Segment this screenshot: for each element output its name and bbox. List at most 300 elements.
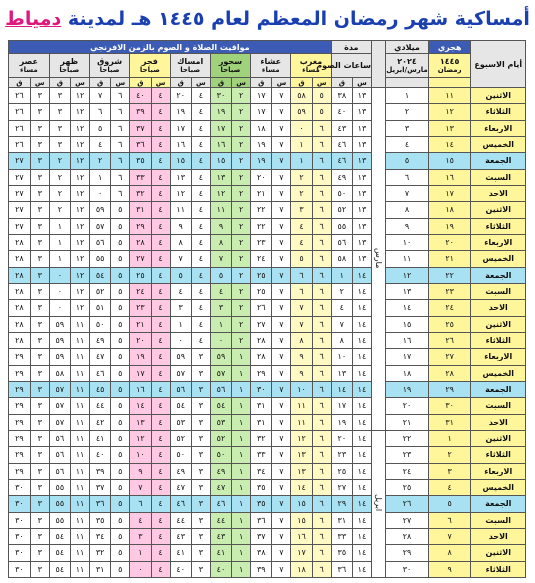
fajr-minute-cell: ٢٨ [130, 234, 151, 250]
suhoor-hour-cell: ٢ [232, 332, 251, 348]
duration-hour-cell: ١٣ [353, 153, 372, 169]
maghrib-minute-cell: ١٨ [291, 561, 312, 577]
sunrise-hour-cell: ٥ [111, 463, 130, 479]
gregorian-day-cell: ٥ [386, 153, 429, 169]
duration-minute-cell: ٨ [331, 332, 352, 348]
isha-hour-cell: ٧ [272, 267, 291, 283]
imsak-hour-cell: ٣ [191, 545, 210, 561]
asr-hour-cell: ٣ [30, 479, 49, 495]
sunrise-minute-cell: ٣٥ [89, 512, 110, 528]
sunrise-hour-cell: ٥ [111, 300, 130, 316]
title-city: دمياط [5, 8, 62, 30]
imsak-hour-cell: ٣ [191, 398, 210, 414]
imsak-minute-cell: ٥٢ [170, 430, 191, 446]
suhoor-minute-cell: ٤٧ [210, 479, 231, 495]
dhuhr-hour-cell: ١١ [71, 463, 90, 479]
dhuhr-minute-cell: ٥٨ [49, 365, 70, 381]
duration-minute-cell: ١٠ [331, 349, 352, 365]
imsak-minute-cell: ١ [170, 316, 191, 332]
minute-unit-label: ق [89, 78, 110, 88]
month-label-april [371, 430, 385, 577]
imsak-minute-cell: ٤٤ [170, 512, 191, 528]
minute-unit-label: ق [291, 78, 312, 88]
dhuhr-hour-cell: ١١ [71, 447, 90, 463]
table-row [9, 430, 526, 446]
gregorian-day-cell: ٧ [386, 185, 429, 201]
hijri-day-cell: ١٢ [428, 104, 471, 120]
imsak-minute-cell: ١٣ [170, 169, 191, 185]
suhoor-minute-cell: ١٥ [210, 153, 231, 169]
suhoor-hour-cell: ٢ [232, 251, 251, 267]
maghrib-hour-cell: ٦ [312, 185, 331, 201]
weekday-cell: الثلاثاء [471, 332, 526, 348]
imsak-hour-cell: ٤ [191, 300, 210, 316]
hijri-day-cell: ٣ [428, 463, 471, 479]
weekday-cell: الخميس [471, 479, 526, 495]
maghrib-hour-cell: ٦ [312, 496, 331, 512]
imsak-hour-cell: ٤ [191, 104, 210, 120]
sunrise-hour-cell: ٥ [111, 218, 130, 234]
sunrise-hour-cell: ٦ [111, 185, 130, 201]
asr-minute-cell: ٣٠ [9, 545, 31, 561]
sunrise-minute-cell: ٤٥ [89, 381, 110, 397]
maghrib-hour-cell: ٦ [312, 381, 331, 397]
imsak-hour-cell: ٣ [191, 496, 210, 512]
hour-unit-label: س [232, 78, 251, 88]
sunrise-hour-cell: ٥ [111, 479, 130, 495]
isha-minute-cell: ٣٣ [251, 447, 272, 463]
imsak-hour-cell: ٣ [191, 463, 210, 479]
sunrise-hour-cell: ٥ [111, 447, 130, 463]
isha-minute-cell: ٢٨ [251, 349, 272, 365]
dhuhr-hour-cell: ١١ [71, 479, 90, 495]
hijri-day-cell: ٢ [428, 447, 471, 463]
isha-minute-cell: ٢٤ [251, 251, 272, 267]
duration-minute-cell: ٣١ [331, 512, 352, 528]
hijri-day-cell: ٣٠ [428, 398, 471, 414]
imsak-minute-cell: ١٢ [170, 185, 191, 201]
sunrise-header: شروق صباحا [89, 54, 129, 78]
hour-unit-label: س [111, 78, 130, 88]
suhoor-hour-cell: ١ [232, 398, 251, 414]
duration-minute-cell: ٢٧ [331, 479, 352, 495]
duration-minute-cell: ٥٦ [331, 234, 352, 250]
fajr-hour-cell: ٤ [151, 136, 170, 152]
duration-hour-cell: ١٤ [353, 528, 372, 544]
suhoor-minute-cell: ٤١ [210, 545, 231, 561]
hijri-day-cell: ٢٦ [428, 332, 471, 348]
duration-hour-cell: ١٤ [353, 479, 372, 495]
dhuhr-minute-cell: ٥٥ [49, 479, 70, 495]
asr-hour-cell: ٣ [30, 332, 49, 348]
sunrise-hour-cell: ٥ [111, 414, 130, 430]
asr-minute-cell: ٣٠ [9, 512, 31, 528]
weekday-cell: الاربعاء [471, 349, 526, 365]
page-title [0, 0, 535, 38]
table-row [9, 88, 526, 104]
table-row [9, 414, 526, 430]
dhuhr-hour-cell: ١٢ [71, 251, 90, 267]
sunrise-minute-cell: ٥١ [89, 300, 110, 316]
maghrib-hour-cell: ٦ [312, 463, 331, 479]
fajr-hour-cell: ٤ [151, 381, 170, 397]
table-row [9, 512, 526, 528]
dhuhr-hour-cell: ١٢ [71, 169, 90, 185]
duration-minute-cell: ١ [331, 267, 352, 283]
fajr-minute-cell: ١٠ [130, 447, 151, 463]
weekday-cell: الاحد [471, 414, 526, 430]
asr-hour-cell: ٣ [30, 104, 49, 120]
sunrise-hour-cell: ٥ [111, 202, 130, 218]
dhuhr-hour-cell: ١١ [71, 545, 90, 561]
weekday-cell: الثلاثاء [471, 561, 526, 577]
duration-minute-cell: ٢٠ [331, 430, 352, 446]
asr-hour-cell: ٣ [30, 300, 49, 316]
gregorian-day-cell: ٤ [386, 136, 429, 152]
duration-minute-cell: ٣٣ [331, 528, 352, 544]
maghrib-hour-cell: ٦ [312, 349, 331, 365]
fajr-minute-cell: ٠ [130, 561, 151, 577]
maghrib-hour-cell: ٦ [312, 283, 331, 299]
suhoor-hour-cell: ٢ [232, 300, 251, 316]
isha-hour-cell: ٧ [272, 463, 291, 479]
isha-hour-cell: ٧ [272, 365, 291, 381]
imsak-hour-cell: ٣ [191, 561, 210, 577]
fajr-hour-cell: ٤ [151, 447, 170, 463]
imsak-minute-cell: ٤١ [170, 545, 191, 561]
weekday-header: أيام الاسبوع [471, 41, 526, 88]
isha-hour-cell: ٧ [272, 381, 291, 397]
fajr-minute-cell: ١٤ [130, 398, 151, 414]
imsak-minute-cell: ٩ [170, 218, 191, 234]
gregorian-header: ميلادي [386, 41, 429, 54]
maghrib-hour-cell: ٦ [312, 447, 331, 463]
fajr-minute-cell: ١ [130, 545, 151, 561]
asr-minute-cell: ٢٩ [9, 381, 31, 397]
gregorian-day-cell: ٢٣ [386, 447, 429, 463]
isha-minute-cell: ٣٩ [251, 561, 272, 577]
imsak-hour-cell: ٣ [191, 381, 210, 397]
isha-hour-cell: ٧ [272, 332, 291, 348]
isha-hour-cell: ٧ [272, 512, 291, 528]
dhuhr-minute-cell: ٣ [49, 104, 70, 120]
maghrib-minute-cell: ٥ [291, 251, 312, 267]
maghrib-hour-cell: ٦ [312, 316, 331, 332]
asr-hour-cell: ٣ [30, 136, 49, 152]
sunrise-minute-cell: ٥٠ [89, 316, 110, 332]
sunrise-hour-cell: ٥ [111, 251, 130, 267]
isha-hour-cell: ٧ [272, 283, 291, 299]
isha-hour-cell: ٧ [272, 169, 291, 185]
gregorian-day-cell: ١٣ [386, 283, 429, 299]
fajr-minute-cell: ١٦ [130, 381, 151, 397]
isha-minute-cell: ٢٥ [251, 267, 272, 283]
sunrise-hour-cell: ٥ [111, 398, 130, 414]
suhoor-hour-cell: ١ [232, 463, 251, 479]
table-row [9, 136, 526, 152]
sunrise-minute-cell: ٦ [89, 104, 110, 120]
dhuhr-hour-cell: ١٢ [71, 104, 90, 120]
maghrib-minute-cell: ١١ [291, 398, 312, 414]
unit-row [9, 78, 526, 88]
suhoor-minute-cell: ١٩ [210, 104, 231, 120]
fajr-hour-cell: ٤ [151, 332, 170, 348]
asr-hour-cell: ٣ [30, 185, 49, 201]
duration-minute-cell: ٤٠ [331, 104, 352, 120]
isha-minute-cell: ٢٠ [251, 169, 272, 185]
dhuhr-minute-cell: ١ [49, 218, 70, 234]
asr-header: عصر مساء [9, 54, 50, 78]
isha-minute-cell: ٢٧ [251, 316, 272, 332]
sunrise-hour-cell: ٥ [111, 283, 130, 299]
duration-hour-cell: ١٤ [353, 447, 372, 463]
fajr-minute-cell: ٣٥ [130, 153, 151, 169]
dhuhr-minute-cell: ٥٦ [49, 463, 70, 479]
fajr-header: فجر صباحا [130, 54, 170, 78]
asr-minute-cell: ٣٠ [9, 479, 31, 495]
imsak-minute-cell: ٥٦ [170, 381, 191, 397]
hijri-unit-blank [428, 78, 471, 88]
duration-minute-cell: ٢ [331, 283, 352, 299]
maghrib-hour-cell: ٦ [312, 430, 331, 446]
weekday-cell: الاربعاء [471, 234, 526, 250]
imsak-hour-cell: ٤ [191, 136, 210, 152]
duration-hour-cell: ١٤ [353, 349, 372, 365]
fajr-minute-cell: ٣٢ [130, 185, 151, 201]
suhoor-minute-cell: ٣٠ [210, 88, 231, 104]
isha-minute-cell: ٣٤ [251, 463, 272, 479]
maghrib-minute-cell: ٠ [291, 120, 312, 136]
duration-minute-cell: ١٧ [331, 398, 352, 414]
suhoor-hour-cell: ٢ [232, 202, 251, 218]
duration-hour-cell: ١٤ [353, 316, 372, 332]
maghrib-minute-cell: ١ [291, 153, 312, 169]
suhoor-minute-cell: ٨ [210, 234, 231, 250]
isha-hour-cell: ٧ [272, 185, 291, 201]
sunrise-minute-cell: ٥٥ [89, 251, 110, 267]
asr-minute-cell: ٢٨ [9, 251, 31, 267]
isha-minute-cell: ٣٨ [251, 545, 272, 561]
gregorian-day-cell: ١١ [386, 251, 429, 267]
maghrib-minute-cell: ١٥ [291, 512, 312, 528]
imsak-hour-cell: ٤ [191, 185, 210, 201]
maghrib-hour-cell: ٦ [312, 251, 331, 267]
suhoor-hour-cell: ٢ [232, 234, 251, 250]
table-row-friday [9, 496, 526, 512]
dhuhr-minute-cell: ٥٤ [49, 545, 70, 561]
table-row [9, 316, 526, 332]
imsak-hour-cell: ٣ [191, 414, 210, 430]
gregorian-day-cell: ٨ [386, 202, 429, 218]
isha-minute-cell: ٢٩ [251, 365, 272, 381]
asr-hour-cell: ٣ [30, 88, 49, 104]
duration-minute-cell: ٤٦ [331, 153, 352, 169]
suhoor-minute-cell: ١٧ [210, 120, 231, 136]
hour-unit-label: س [71, 78, 90, 88]
dhuhr-minute-cell: ٥٤ [49, 561, 70, 577]
greg-unit-blank [386, 78, 429, 88]
gregorian-year: ٢٠٢٤ مارس/ابريل [386, 54, 429, 78]
maghrib-hour-cell: ٦ [312, 136, 331, 152]
asr-hour-cell: ٣ [30, 365, 49, 381]
fajr-minute-cell: ٢٩ [130, 218, 151, 234]
sunrise-minute-cell: ٥٤ [89, 267, 110, 283]
maghrib-hour-cell: ٦ [312, 202, 331, 218]
duration-minute-cell: ٥٥ [331, 218, 352, 234]
asr-minute-cell: ٢٩ [9, 430, 31, 446]
dhuhr-hour-cell: ١١ [71, 414, 90, 430]
table-row [9, 234, 526, 250]
table-row [9, 332, 526, 348]
imsak-minute-cell: ٥٧ [170, 365, 191, 381]
maghrib-minute-cell: ٩ [291, 365, 312, 381]
maghrib-hour-cell: ٦ [312, 365, 331, 381]
maghrib-minute-cell: ١٢ [291, 430, 312, 446]
suhoor-hour-cell: ٢ [232, 316, 251, 332]
maghrib-minute-cell: ٧ [291, 300, 312, 316]
duration-hour-cell: ١٣ [353, 88, 372, 104]
asr-minute-cell: ٢٦ [9, 136, 31, 152]
duration-hour-cell: ١٣ [353, 251, 372, 267]
imsak-minute-cell: ١٧ [170, 120, 191, 136]
asr-hour-cell: ٣ [30, 251, 49, 267]
imsakiya-table [8, 40, 526, 578]
isha-hour-cell: ٧ [272, 545, 291, 561]
fajr-minute-cell: ٣٣ [130, 169, 151, 185]
dhuhr-hour-cell: ١٢ [71, 153, 90, 169]
sunrise-minute-cell: ٥٦ [89, 234, 110, 250]
hijri-day-cell: ٥ [428, 496, 471, 512]
duration-hour-cell: ١٤ [353, 512, 372, 528]
dhuhr-hour-cell: ١٢ [71, 218, 90, 234]
weekday-cell: الثلاثاء [471, 447, 526, 463]
asr-minute-cell: ٢٨ [9, 300, 31, 316]
maghrib-minute-cell: ٤ [291, 234, 312, 250]
isha-minute-cell: ٣١ [251, 414, 272, 430]
sunrise-hour-cell: ٥ [111, 545, 130, 561]
maghrib-hour-cell: ٦ [312, 153, 331, 169]
isha-hour-cell: ٧ [272, 202, 291, 218]
suhoor-hour-cell: ١ [232, 479, 251, 495]
dhuhr-minute-cell: ٠ [49, 267, 70, 283]
dhuhr-hour-cell: ١١ [71, 528, 90, 544]
duration-minute-cell: ٢٥ [331, 463, 352, 479]
hour-unit-label: س [353, 78, 372, 88]
dhuhr-minute-cell: ٥٥ [49, 512, 70, 528]
isha-hour-cell: ٧ [272, 153, 291, 169]
imsak-hour-cell: ٣ [191, 528, 210, 544]
sunrise-minute-cell: ٤ [89, 136, 110, 152]
maghrib-minute-cell: ١٠ [291, 381, 312, 397]
maghrib-hour-cell: ٦ [312, 479, 331, 495]
fajr-minute-cell: ٣ [130, 528, 151, 544]
fajr-minute-cell: ٩ [130, 463, 151, 479]
suhoor-hour-cell: ١ [232, 528, 251, 544]
dhuhr-header: ظهر صباحا [49, 54, 89, 78]
isha-hour-cell: ٧ [272, 398, 291, 414]
fajr-hour-cell: ٤ [151, 153, 170, 169]
imsak-hour-cell: ٤ [191, 267, 210, 283]
imsak-minute-cell: ٤ [170, 283, 191, 299]
minute-unit-label: ق [331, 78, 352, 88]
asr-minute-cell: ٢٨ [9, 283, 31, 299]
duration-minute-cell: ٣٦ [331, 561, 352, 577]
duration-hour-cell: ١٤ [353, 267, 372, 283]
minute-unit-label: ق [49, 78, 70, 88]
dhuhr-minute-cell: ٢ [49, 202, 70, 218]
fajr-minute-cell: ٤٠ [130, 88, 151, 104]
suhoor-hour-cell: ١ [232, 512, 251, 528]
fajr-minute-cell: ٣٩ [130, 104, 151, 120]
asr-minute-cell: ٣٠ [9, 561, 31, 577]
sunrise-hour-cell: ٥ [111, 349, 130, 365]
imsak-hour-cell: ٤ [191, 234, 210, 250]
duration-minute-cell: ٤٦ [331, 136, 352, 152]
table-row-friday [9, 153, 526, 169]
fajr-hour-cell: ٤ [151, 300, 170, 316]
hijri-day-cell: ٢٤ [428, 300, 471, 316]
maghrib-hour-cell: ٦ [312, 332, 331, 348]
gregorian-day-cell: ٣ [386, 120, 429, 136]
sunrise-hour-cell: ٦ [111, 153, 130, 169]
table-row-friday [9, 267, 526, 283]
hijri-day-cell: ٣١ [428, 414, 471, 430]
suhoor-minute-cell: ٤٤ [210, 512, 231, 528]
maghrib-hour-cell: ٦ [312, 169, 331, 185]
suhoor-minute-cell: ٥٢ [210, 430, 231, 446]
asr-hour-cell: ٣ [30, 283, 49, 299]
duration-minute-cell: ١٩ [331, 414, 352, 430]
weekday-cell: الاحد [471, 300, 526, 316]
dhuhr-minute-cell: ٣ [49, 120, 70, 136]
imsak-minute-cell: ١٥ [170, 153, 191, 169]
fajr-hour-cell: ٤ [151, 185, 170, 201]
month-label-march [371, 88, 385, 431]
imsak-hour-cell: ٤ [191, 332, 210, 348]
sunrise-hour-cell: ٥ [111, 512, 130, 528]
suhoor-hour-cell: ٢ [232, 104, 251, 120]
asr-hour-cell: ٣ [30, 381, 49, 397]
fajr-hour-cell: ٤ [151, 169, 170, 185]
suhoor-hour-cell: ٢ [232, 153, 251, 169]
gregorian-day-cell: ٢١ [386, 414, 429, 430]
weekday-cell: الاثنين [471, 430, 526, 446]
imsak-minute-cell: ٥ [170, 267, 191, 283]
duration-minute-cell: ٤٩ [331, 169, 352, 185]
suhoor-minute-cell: ٠ [210, 332, 231, 348]
duration-minute-cell: ٥٠ [331, 185, 352, 201]
imsak-minute-cell: ٤٩ [170, 463, 191, 479]
asr-hour-cell: ٣ [30, 169, 49, 185]
hijri-day-cell: ٩ [428, 561, 471, 577]
dhuhr-hour-cell: ١٢ [71, 136, 90, 152]
weekday-cell: الخميس [471, 251, 526, 267]
suhoor-minute-cell: ٤٣ [210, 528, 231, 544]
duration-hour-cell: ١٤ [353, 300, 372, 316]
dhuhr-minute-cell: ٥٩ [49, 332, 70, 348]
fajr-hour-cell: ٤ [151, 430, 170, 446]
fajr-hour-cell: ٤ [151, 218, 170, 234]
fajr-minute-cell: ٢١ [130, 316, 151, 332]
suhoor-minute-cell: ٧ [210, 251, 231, 267]
duration-hour-cell: ١٤ [353, 365, 372, 381]
fajr-minute-cell: ٢٠ [130, 332, 151, 348]
sunrise-minute-cell: ٣٤ [89, 528, 110, 544]
duration-hour-cell: ١٤ [353, 430, 372, 446]
hijri-day-cell: ١٨ [428, 202, 471, 218]
dhuhr-hour-cell: ١٢ [71, 267, 90, 283]
duration-minute-cell: ٥٨ [331, 251, 352, 267]
